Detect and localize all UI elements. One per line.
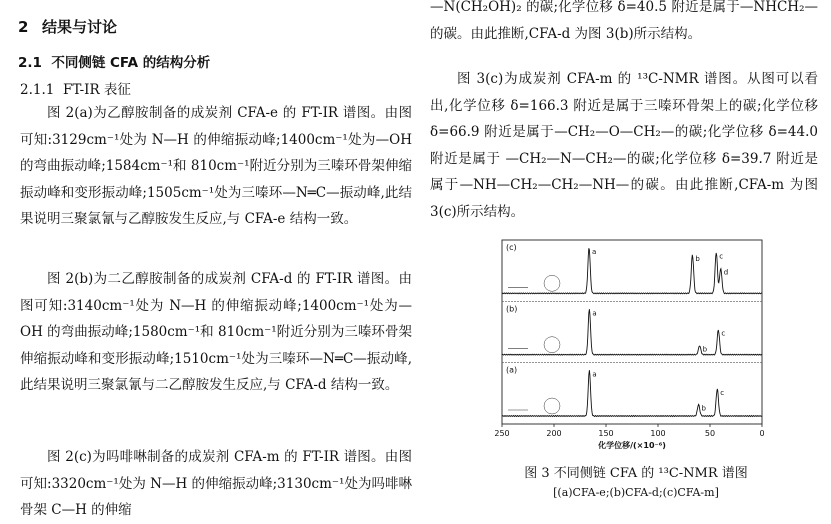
x-tick-label: 0 [759, 429, 765, 438]
paragraph-nmr-cfa-m: 图 3(c)为成炭剂 CFA-m 的 ¹³C-NMR 谱图。从图可以看出,化学位移 δ=166.3 附近是属于三嗪环骨架上的碳;化学位移 δ=66.9 附近是属于—CH₂—O—CH₂—的碳;化学位移 δ=44.0 附近是属于 —CH₂—N—CH₂—的碳;化学位移 δ=39.7 附近是属于—NH—CH₂—CH₂—NH—的碳。由此推断,CFA-m 为图 3(c)所示结构。 [430, 71, 818, 220]
subsection-number: 2.1 [18, 55, 42, 71]
paragraph-cfa-e: 图 2(a)为乙醇胺制备的成炭剂 CFA-e 的 FT-IR 谱图。由图可知:3129cm⁻¹处为 N—H 的伸缩振动峰;1400cm⁻¹处为—OH 的弯曲振动峰;1584cm⁻¹和 810cm⁻¹附近分别为三嗪环骨架伸缩振动峰和变形振动峰;1505cm⁻¹处为三嗪环—N═C—振动峰,此结果说明三聚氯氰与乙醇胺发生反应,与 CFA-e 结构一致。 [20, 105, 412, 228]
subsection-title: 不同侧链 CFA 的结构分析 [51, 55, 211, 71]
subsubsection-number: 2.1.1 [20, 82, 55, 98]
peak-label: b [695, 254, 700, 263]
panel-label: (c) [506, 243, 517, 252]
nmr-spectra-chart [486, 238, 770, 450]
paragraph-cfa-m: 图 2(c)为吗啡啉制备的成炭剂 CFA-m 的 FT-IR 谱图。由图可知:3320cm⁻¹处为 N—H 的伸缩振动峰;3130cm⁻¹处为吗啡啉骨架 C—H 的伸缩 [20, 449, 412, 519]
subsubsection-heading [20, 78, 131, 98]
section-number: 2 [18, 18, 29, 36]
peak-label: c [721, 329, 726, 338]
peak-label: d [723, 268, 729, 277]
peak-label: a [592, 248, 597, 256]
peak-label: b [701, 404, 707, 413]
figure-subcaption: [(a)CFA-e;(b)CFA-d;(c)CFA-m] [553, 486, 719, 499]
panel-label: (a) [506, 365, 518, 375]
x-tick-label: 250 [494, 429, 510, 438]
structure-ring [544, 275, 560, 291]
section-title: 结果与讨论 [42, 18, 118, 36]
x-tick-label: 100 [650, 429, 666, 438]
peak-label: a [592, 309, 597, 318]
peak-label: a [592, 370, 597, 379]
peak-label: b [702, 345, 708, 354]
panel-label: (b) [506, 304, 518, 314]
x-tick-label: 50 [704, 429, 716, 438]
structure-ring [544, 337, 560, 353]
x-tick-label: 150 [598, 429, 614, 438]
x-axis-label: 化学位移/(×10⁻⁶) [598, 441, 666, 450]
section-heading [18, 16, 117, 37]
peak-label: c [720, 388, 725, 397]
peak-label: c [719, 252, 724, 261]
subsubsection-title: FT-IR 表征 [62, 82, 131, 98]
x-tick-label: 200 [546, 429, 562, 438]
paragraph-cfa-d: 图 2(b)为二乙醇胺制备的成炭剂 CFA-d 的 FT-IR 谱图。由图可知:3140cm⁻¹处为 N—H 的伸缩振动峰;1400cm⁻¹处为—OH 的弯曲振动峰;1580cm⁻¹和 810cm⁻¹附近分别为三嗪环骨架伸缩振动峰和变形振动峰;1510cm⁻¹处为三嗪环—N═C—振动峰,此结果说明三聚氯氰与二乙醇胺发生反应,与 CFA-d 结构一致。 [20, 271, 412, 394]
nmr-figure [486, 238, 770, 450]
paragraph-right-continuation: —N(CH₂OH)₂ 的碳;化学位移 δ=40.5 附近是属于—NHCH₂—的碳。由此推断,CFA-d 为图 3(b)所示结构。 [430, 0, 818, 42]
figure-caption: 图 3 不同侧链 CFA 的 ¹³C-NMR 谱图 [524, 466, 748, 481]
subsection-heading [18, 51, 210, 71]
structure-ring [544, 398, 560, 414]
